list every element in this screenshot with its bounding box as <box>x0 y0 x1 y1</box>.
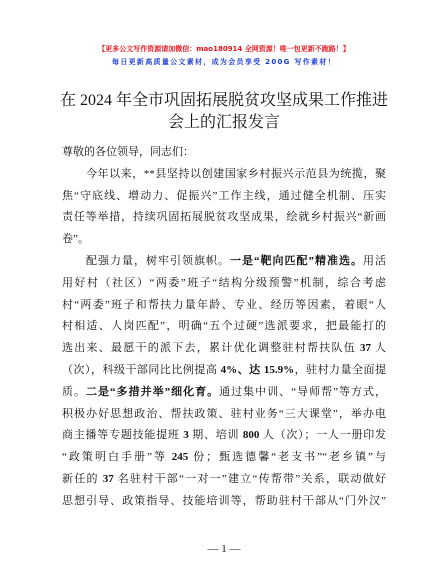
body-paragraph <box>62 164 386 251</box>
text-run: 通过集中训、“导师帮”等方式， <box>219 385 387 398</box>
text-run: 村“两委”班子和帮扶力量年龄、专业、经历等因素，着眼“人 <box>62 298 386 311</box>
body-line <box>62 295 386 317</box>
text-run: 卷”。 <box>62 233 89 246</box>
bold-text-run: 37 <box>360 342 371 355</box>
text-run: 商主播等专题技能提班 <box>62 429 184 442</box>
body-line <box>62 425 386 447</box>
text-run: 思想引导、政策指导、技能培训等，帮助驻村干部从“门外汉” <box>62 494 386 507</box>
text-run: “政策明白手册”等 <box>62 451 172 464</box>
text-run: 新任的 <box>62 472 103 485</box>
text-run: 焦“守底线、增动力、促振兴”工作主线，通过健全机制、压实 <box>62 189 386 202</box>
body-line <box>62 382 386 404</box>
text-run: 期、培训 <box>188 429 243 442</box>
bold-text-run: 4%、达 15.9% <box>220 363 295 376</box>
text-run: 质。 <box>62 385 87 398</box>
body-line <box>62 251 386 273</box>
body-line <box>62 229 386 251</box>
body-line <box>62 404 386 426</box>
document-body <box>62 142 386 513</box>
body-line <box>62 186 386 208</box>
body-paragraph <box>62 251 386 513</box>
body-line <box>62 491 386 513</box>
text-run: 名驻村干部“一对一”建立“传帮带”关系，联动做好 <box>113 472 387 485</box>
page-number: — 1 — <box>207 543 241 555</box>
text-run: （次），科级干部同比比例提高 <box>62 363 221 376</box>
text-run: 选出来、最愿干的派下去，累计优化调整驻村帮扶队伍 <box>62 342 360 355</box>
document-title-line: 会上的汇报发言 <box>167 114 280 131</box>
body-line <box>62 207 386 229</box>
bold-text-run: 800 <box>242 429 260 442</box>
bold-text-run: 一是“靶向匹配”精准选。 <box>230 254 363 267</box>
text-run: 今年以来，**县坚持以创建国家乡村振兴示范县为统揽，聚 <box>86 167 386 180</box>
salutation: 尊敬的各位领导，同志们： <box>62 146 194 158</box>
text-run: 人（次）；一人一册印发 <box>259 429 387 442</box>
text-run: 人 <box>371 342 386 355</box>
body-line <box>62 469 386 491</box>
text-run: 用活 <box>363 254 386 267</box>
document-title <box>0 90 448 134</box>
body-line <box>62 316 386 338</box>
body-line <box>62 273 386 295</box>
body-line <box>62 338 386 360</box>
text-run: 责任等举措，持续巩固拓展脱贫攻坚成果，绘就乡村振兴“新画 <box>62 211 386 224</box>
resource-notice-line: 【更多公文写作资源请加微信：mao180914 全网资源！唯一包更新不跑路！】 <box>98 45 350 53</box>
text-run: ，驻村力量全面提 <box>294 363 387 376</box>
document-title-line: 在 2024 年全市巩固拓展脱贫攻坚成果工作推进 <box>59 92 388 109</box>
bold-text-run: 37 <box>102 472 114 485</box>
body-line <box>62 447 386 469</box>
bold-text-run: 245 <box>171 451 189 464</box>
bold-text-run: 二是“多措并举”细化育。 <box>86 385 220 398</box>
membership-notice-line: 每日更新高质量公文素材，成为会员享受 200G 写作素材！ <box>112 58 336 66</box>
paragraph-list <box>62 164 386 513</box>
bold-text-run: 3 <box>183 429 189 442</box>
body-line <box>62 360 386 382</box>
text-run: 用好村（社区）“两委”班子“结构分级预警”机制，综合考虑 <box>62 276 386 289</box>
body-line <box>62 164 386 186</box>
text-run: 积极办好思想政治、帮扶政策、驻村业务“三大课堂”，举办电 <box>62 407 386 420</box>
text-run: 配强力量，树牢引领旗帜。 <box>86 254 230 267</box>
text-run: 村相适、人岗匹配”，明确“五个过硬”选派要求，把最能打的 <box>62 320 386 333</box>
text-run: 份；甄选德馨“老支书”“老乡镇”与 <box>188 451 387 464</box>
